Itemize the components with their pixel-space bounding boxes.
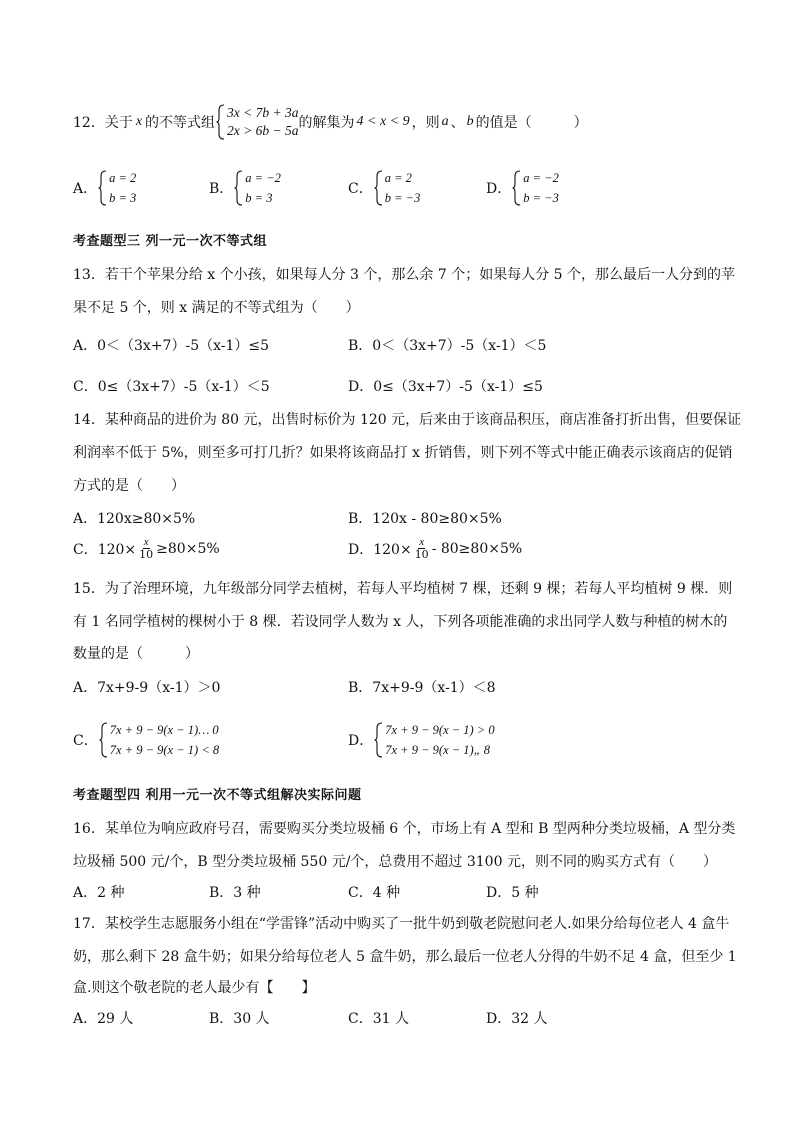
q15-option-c[interactable]: C． 7x + 9 − 9(x − 1)… 0 7x + 9 − 9(x − 1) < 8	[73, 723, 220, 757]
brace-icon	[99, 722, 108, 758]
brace-icon	[216, 104, 225, 140]
q15-option-a[interactable]: A．7x+9-9（x-1）＞0	[73, 680, 221, 696]
q17-option-b[interactable]: B．30 人	[209, 1011, 270, 1027]
section-heading-4: 考查题型四 利用一元一次不等式组解决实际问题	[73, 788, 362, 803]
q13-option-b[interactable]: B．0＜（3x+7）-5（x-1）＜5	[348, 338, 547, 354]
fraction: $\frac{x}{10}$	[139, 536, 154, 561]
question-15-line-3: 数量的是（ ）	[73, 646, 199, 662]
q14-option-b[interactable]: B．120x - 80≥80×5%	[348, 511, 502, 527]
q14-option-d[interactable]: D．120× $\frac{x}{10}$ - 80≥80×5%	[348, 536, 523, 561]
question-14-line-3: 方式的是（ ）	[73, 478, 185, 494]
section-heading-3: 考查题型三 列一元一次不等式组	[73, 234, 268, 249]
q16-option-c[interactable]: C．4 种	[348, 885, 401, 901]
brace-icon	[374, 722, 383, 758]
q13-option-d[interactable]: D．0≤（3x+7）-5（x-1）≤5	[348, 379, 543, 395]
question-15-line-1: 15．为了治理环境，九年级部分同学去植树，若每人平均植树 7 棵，还剩 9 棵；若每人平均植树 9 棵．则	[73, 581, 733, 597]
q17-option-d[interactable]: D．32 人	[486, 1011, 548, 1027]
brace-icon	[234, 170, 243, 206]
question-17-line-1: 17．某校学生志愿服务小组在“学雷锋”活动中购买了一批牛奶到敬老院慰问老人.如果分给每位老人 4 盒牛	[73, 916, 730, 932]
brace-icon	[374, 170, 383, 206]
question-14-line-1: 14．某种商品的进价为 80 元，出售时标价为 120 元，后来由于该商品积压，商店准备打折出售，但要保证	[73, 412, 742, 428]
question-14-line-2: 利润率不低于 5%，则至多可打几折？如果将该商品打 x 折销售，则下列不等式中能正确表示该商店的促销	[73, 445, 733, 461]
q12-option-a[interactable]: A． a = 2 b = 3	[73, 171, 137, 205]
question-13-line-2: 果不足 5 个，则 x 满足的不等式组为（ ）	[73, 300, 360, 316]
q14-option-c[interactable]: C．120× $\frac{x}{10}$ ≥80×5%	[73, 536, 220, 561]
q17-option-c[interactable]: C．31 人	[348, 1011, 409, 1027]
q17-option-a[interactable]: A．29 人	[73, 1011, 134, 1027]
question-12-stem: 12．关于 x 的不等式组 3x < 7b + 3a 2x > 6b − 5a 的解集为 4 < x < 9 ，则 a 、 b 的值是（ ）	[73, 105, 588, 138]
question-16-line-1: 16．某单位为响应政府号召，需要购买分类垃圾桶 6 个，市场上有 A 型和 B 型两种分类垃圾桶，A 型分类	[73, 821, 736, 837]
question-15-line-2: 有 1 名同学植树的棵树小于 8 棵．若设同学人数为 x 人，下列各项能准确的求出同学人数与种植的树木的	[73, 614, 728, 630]
q16-option-b[interactable]: B．3 种	[209, 885, 261, 901]
brace-icon	[512, 170, 521, 206]
q12-option-b[interactable]: B． a = −2 b = 3	[209, 171, 281, 205]
q12-option-d[interactable]: D． a = −2 b = −3	[486, 171, 559, 205]
brace-icon	[98, 170, 107, 206]
q16-option-d[interactable]: D．5 种	[486, 885, 539, 901]
question-17-line-2: 奶，那么剩下 28 盒牛奶；如果分给每位老人 5 盒牛奶，那么最后一位老人分得的牛奶不足 4 盒，但至少 1	[73, 949, 737, 965]
q16-option-a[interactable]: A．2 种	[73, 885, 125, 901]
question-17-line-3: 盒.则这个敬老院的老人最少有【 】	[73, 980, 316, 996]
question-13-line-1: 13．若干个苹果分给 x 个小孩，如果每人分 3 个，那么余 7 个；如果每人分 5 个，那么最后一人分到的苹	[73, 267, 736, 283]
q13-option-a[interactable]: A．0＜（3x+7）-5（x-1）≤5	[73, 338, 270, 354]
q15-option-d[interactable]: D． 7x + 9 − 9(x − 1) > 0 7x + 9 − 9(x − 1)„ 8	[348, 723, 495, 757]
question-16-line-2: 垃圾桶 500 元/个，B 型分类垃圾桶 550 元/个，总费用不超过 3100 元，则不同的购买方式有（ ）	[73, 854, 717, 870]
q15-option-b[interactable]: B．7x+9-9（x-1）＜8	[348, 680, 496, 696]
inequality-system: 3x < 7b + 3a 2x > 6b − 5a	[227, 105, 299, 138]
q13-option-c[interactable]: C．0≤（3x+7）-5（x-1）＜5	[73, 379, 270, 395]
fraction: $\frac{x}{10}$	[414, 536, 429, 561]
q12-option-c[interactable]: C． a = 2 b = −3	[348, 171, 421, 205]
q14-option-a[interactable]: A．120x≥80×5%	[73, 511, 196, 527]
